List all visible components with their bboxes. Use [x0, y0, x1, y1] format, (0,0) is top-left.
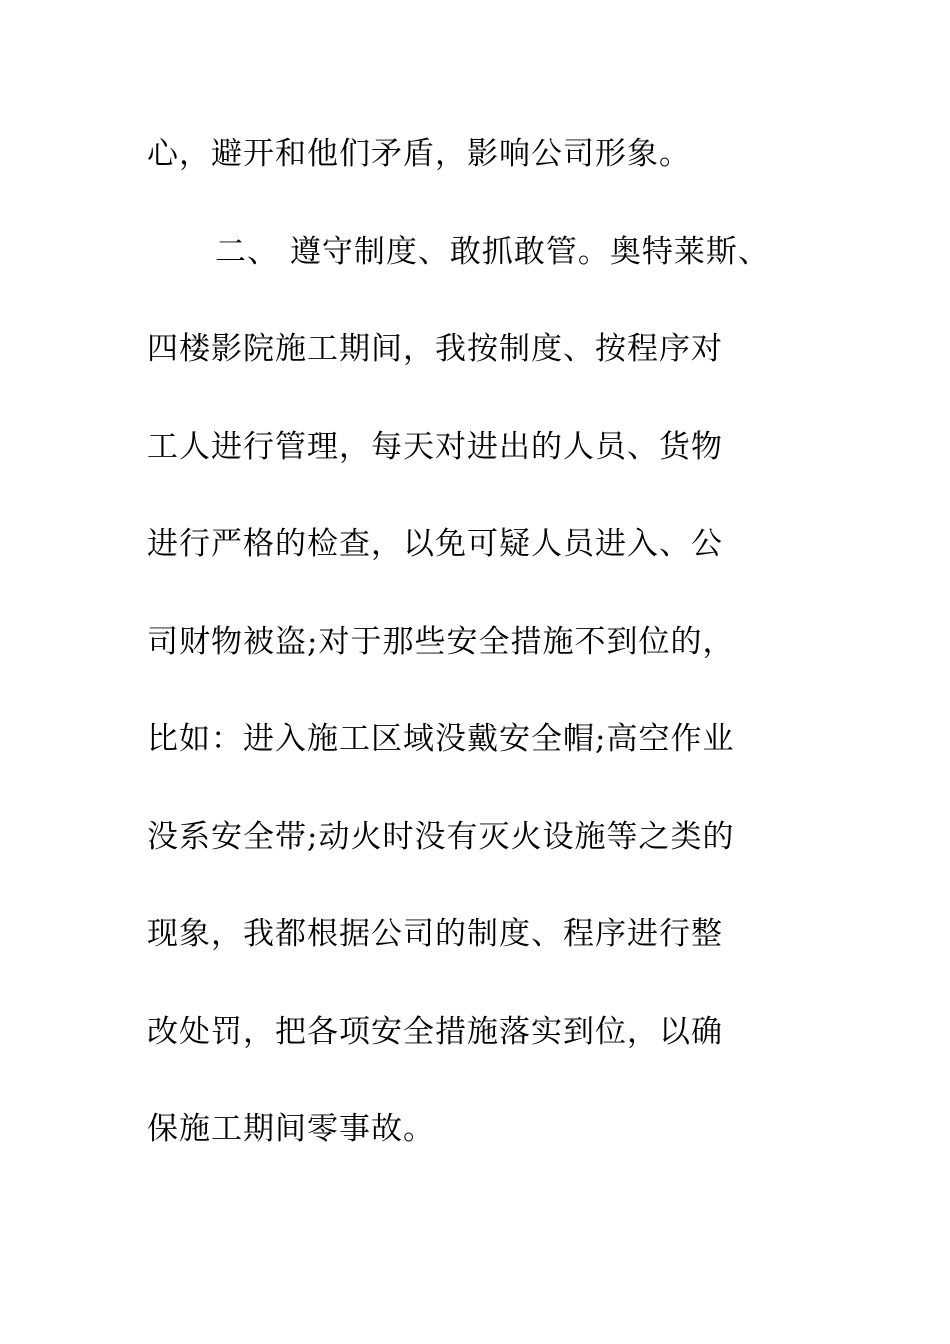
text-line: 四楼影院施工期间，我按制度、按程序对: [147, 331, 723, 367]
text-line: 没系安全带;动火时没有灭火设施等之类的: [147, 818, 735, 855]
section-heading-line: 二、 遵守制度、敢抓敢管。奥特莱斯、: [215, 233, 770, 270]
text-line: 现象，我都根据公司的制度、程序进行整: [147, 916, 723, 952]
text-line: 保施工期间零事故。: [147, 1111, 435, 1147]
text-line: 司财物被盗;对于那些安全措施不到位的，: [147, 623, 735, 660]
text-line: 进行严格的检查，以免可疑人员进入、公: [147, 526, 723, 562]
text-line: 工人进行管理，每天对进出的人员、货物: [147, 428, 723, 465]
text-line: 改处罚，把各项安全措施落实到位，以确: [147, 1013, 723, 1050]
text-line: 比如：进入施工区域没戴安全帽;高空作业: [147, 721, 735, 757]
body-text: [147, 128, 827, 1201]
text-line: 心，避开和他们矛盾，影响公司形象。: [147, 136, 691, 172]
